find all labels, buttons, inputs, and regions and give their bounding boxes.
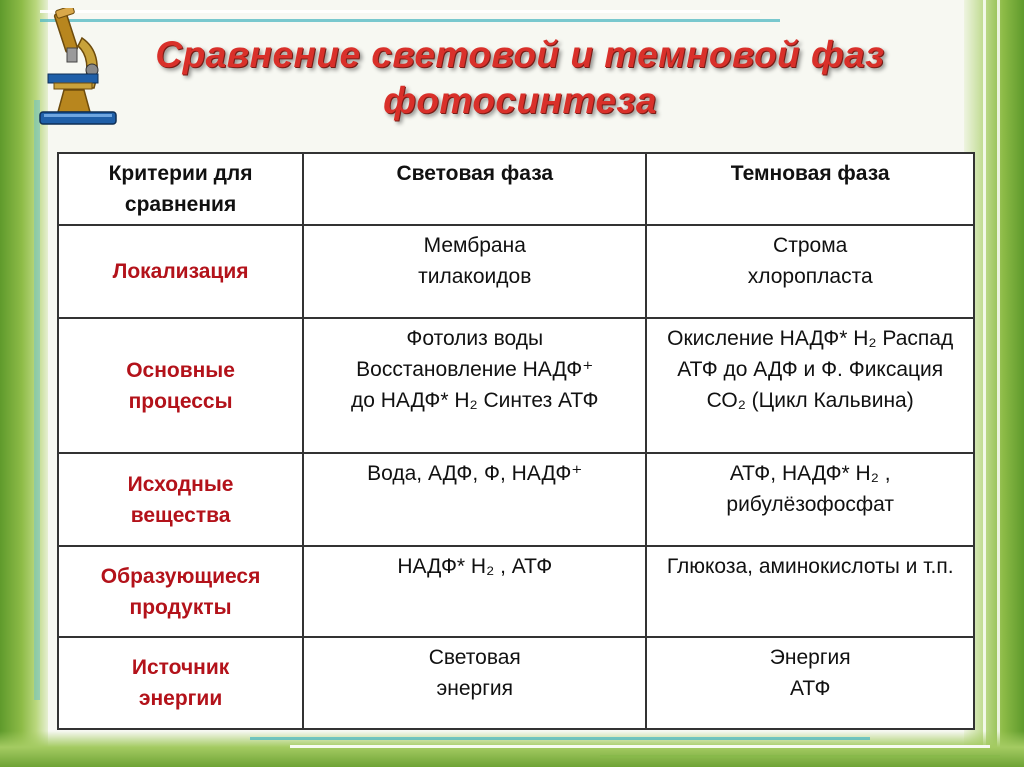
top-decor-line <box>40 19 780 22</box>
light-phase-cell: Мембрана тилакоидов <box>303 225 646 318</box>
light-phase-cell: НАДФ* H₂ , АТФ <box>303 546 646 637</box>
table-row <box>58 225 974 318</box>
light-phase-cell: Фотолиз воды Восстановление НАДФ⁺ до НАДФ* H₂ Синтез АТФ <box>303 318 646 453</box>
title-line-1: Сравнение световой и темновой фаз <box>155 34 885 75</box>
background-right-line <box>997 0 1000 767</box>
title-line-2: фотосинтеза <box>383 80 657 121</box>
table-row <box>58 453 974 546</box>
header-criteria: Критерии для сравнения <box>58 153 303 225</box>
criterion-cell: Источник энергии <box>58 637 303 729</box>
header-light-phase: Световая фаза <box>303 153 646 225</box>
table-row <box>58 318 974 453</box>
dark-phase-cell: Строма хлоропласта <box>646 225 974 318</box>
dark-phase-cell: АТФ, НАДФ* H₂ , рибулёзофосфат <box>646 453 974 546</box>
criterion-cell: Исходные вещества <box>58 453 303 546</box>
table-row <box>58 637 974 729</box>
microscope-icon <box>34 8 124 130</box>
bottom-decor-line <box>290 745 990 748</box>
top-decor-line <box>40 10 760 13</box>
table-row <box>58 546 974 637</box>
dark-phase-cell: Энергия АТФ <box>646 637 974 729</box>
criterion-cell: Образующиеся продукты <box>58 546 303 637</box>
background-right-line <box>983 0 986 767</box>
page-title <box>120 32 920 124</box>
bottom-decor-line <box>250 737 870 740</box>
criterion-cell: Основные процессы <box>58 318 303 453</box>
criterion-cell: Локализация <box>58 225 303 318</box>
dark-phase-cell: Окисление НАДФ* H₂ Распад АТФ до АДФ и Ф. Фиксация СО₂ (Цикл Кальвина) <box>646 318 974 453</box>
comparison-table <box>57 152 975 730</box>
dark-phase-cell: Глюкоза, аминокислоты и т.п. <box>646 546 974 637</box>
header-dark-phase: Темновая фаза <box>646 153 974 225</box>
bottom-decor-line <box>600 755 1000 758</box>
light-phase-cell: Световая энергия <box>303 637 646 729</box>
table-header-row <box>58 153 974 225</box>
light-phase-cell: Вода, АДФ, Ф, НАДФ⁺ <box>303 453 646 546</box>
background-left-stripe <box>34 100 40 700</box>
